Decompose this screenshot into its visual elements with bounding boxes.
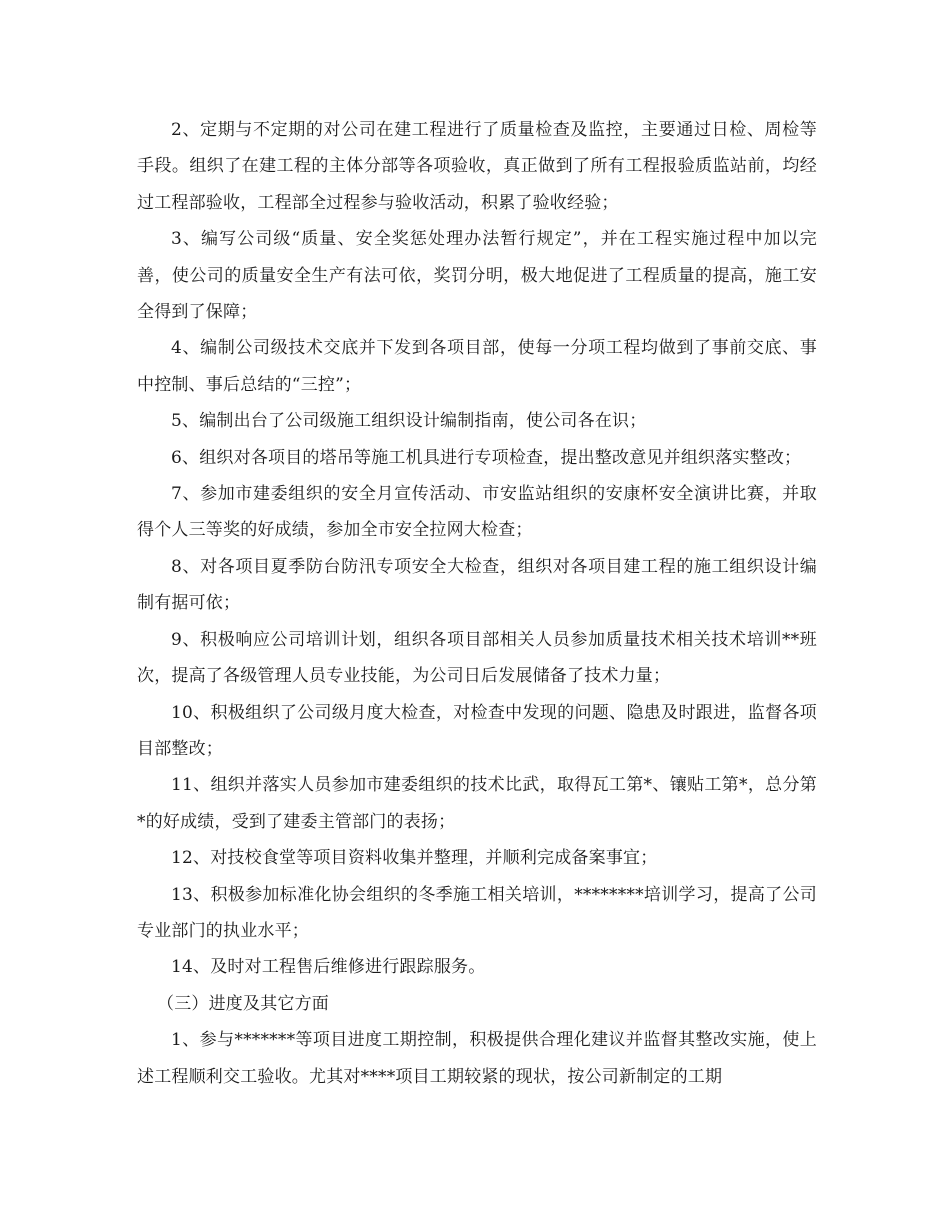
paragraph-item-3: 3、编写公司级“质量、安全奖惩处理办法暂行规定”，并在工程实施过程中加以完善，使公司的质量安全生产有法可依，奖罚分明，极大地促进了工程质量的提高，施工安全得到了保障；	[137, 229, 817, 323]
paragraph-item-7: 7、参加市建委组织的安全月宣传活动、市安监站组织的安康杯安全演讲比赛，并取得个人三等奖的好成绩，参加全市安全拉网大检查；	[137, 484, 817, 541]
paragraph-item-13: 13、积极参加标准化协会组织的冬季施工相关培训，********培训学习，提高了公司专业部门的执业水平；	[137, 884, 817, 941]
paragraph-progress-1: 1、参与*******等项目进度工期控制，积极提供合理化建议并监督其整改实施，使上述工程顺利交工验收。尤其对****项目工期较紧的现状，按公司新制定的工期	[137, 1030, 817, 1087]
paragraph-item-2: 2、定期与不定期的对公司在建工程进行了质量检查及监控，主要通过日检、周检等手段。组织了在建工程的主体分部等各项验收，真正做到了所有工程报验质监站前，均经过工程部验收，工程部全过程参与验收活动，积累了验收经验；	[137, 120, 817, 213]
paragraph-item-12: 12、对技校食堂等项目资料收集并整理，并顺利完成备案事宜；	[171, 848, 658, 869]
paragraph-item-10: 10、积极组织了公司级月度大检查，对检查中发现的问题、隐患及时跟进，监督各项目部整改；	[137, 702, 817, 759]
paragraph-item-4: 4、编制公司级技术交底并下发到各项目部，使每一分项工程均做到了事前交底、事中控制、事后总结的“三控”；	[137, 338, 817, 395]
paragraph-item-5: 5、编制出台了公司级施工组织设计编制指南，使公司各在识；	[171, 411, 647, 432]
paragraph-item-6: 6、组织对各项目的塔吊等施工机具进行专项检查，提出整改意见并组织落实整改；	[171, 447, 802, 468]
paragraph-item-8: 8、对各项目夏季防台防汛专项安全大检查，组织对各项目建工程的施工组织设计编制有据可依；	[137, 556, 817, 614]
paragraph-item-9: 9、积极响应公司培训计划，组织各项目部相关人员参加质量技术相关技术培训**班次，提高了各级管理人员专业技能，为公司日后发展储备了技术力量；	[137, 629, 817, 687]
document-body	[137, 112, 817, 1095]
paragraph-item-11: 11、组织并落实人员参加市建委组织的技术比武，取得瓦工第*、镶贴工第*，总分第*的好成绩，受到了建委主管部门的表扬；	[137, 775, 817, 832]
paragraph-item-14: 14、及时对工程售后维修进行跟踪服务。	[171, 957, 486, 978]
section-heading: （三）进度及其它方面	[157, 993, 329, 1014]
